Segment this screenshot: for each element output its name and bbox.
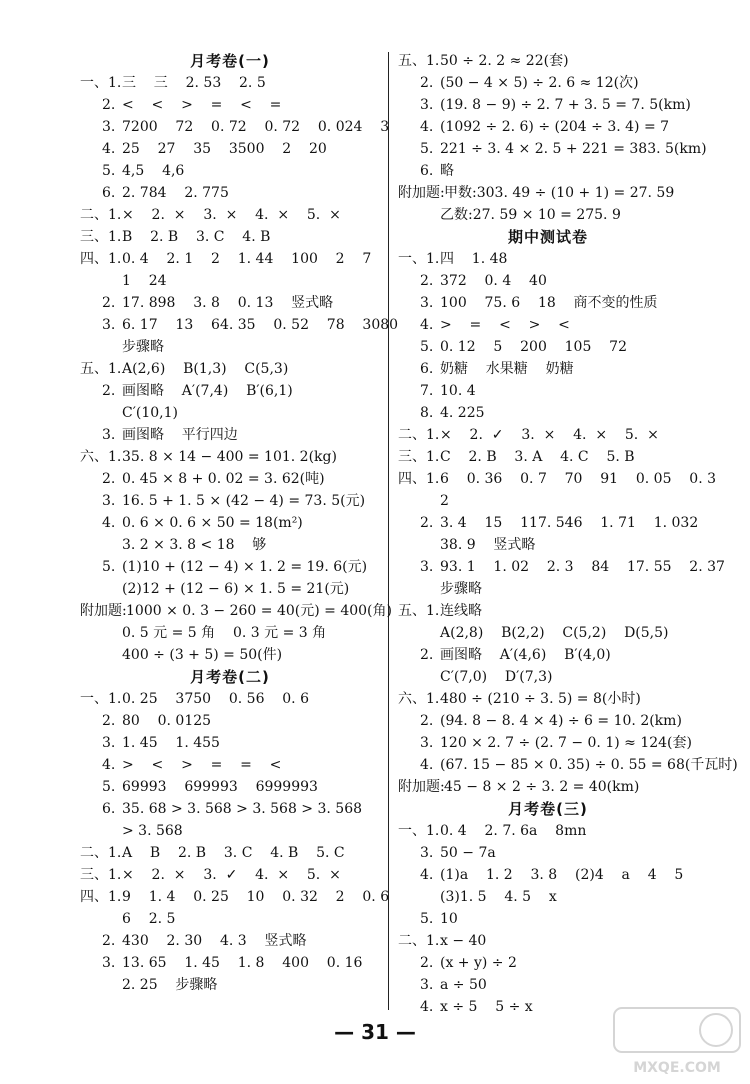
question-number: 六、1. (398, 691, 440, 707)
question-number: 3. (420, 295, 434, 311)
answer-row (398, 930, 698, 952)
answer-text: 3. 2 × 3. 8 < 18 够 (122, 537, 267, 553)
question-number: 2. (420, 955, 434, 971)
answer-text: 奶糖 水果糖 奶糖 (440, 361, 574, 377)
answer-row (398, 314, 698, 336)
answer-row (398, 842, 698, 864)
answer-row (398, 556, 725, 578)
answer-text: 0. 25 3750 0. 56 0. 6 (122, 691, 309, 707)
answer-row (80, 336, 380, 358)
answer-row (80, 512, 380, 534)
answer-text: 7200 72 0. 72 0. 72 0. 024 3 (122, 119, 390, 135)
answer-text: 4. 225 (440, 405, 485, 421)
answer-row (398, 512, 698, 534)
answer-text: (94. 8 − 8. 4 × 4) ÷ 6 = 10. 2(km) (440, 713, 682, 729)
answer-row (80, 248, 380, 270)
question-number: 五、1. (80, 361, 122, 377)
answer-row (398, 952, 698, 974)
left-column (80, 50, 399, 996)
answer-row (80, 226, 380, 248)
page-number: — 31 — (334, 1020, 416, 1044)
answer-text: × 2. × 3. × 4. × 5. × (122, 207, 341, 223)
answer-row (80, 490, 380, 512)
answer-text: 10 (440, 911, 458, 927)
answer-text: 画图略 A′(7,4) B′(6,1) (122, 383, 293, 399)
answer-text: 35. 8 × 14 − 400 = 101. 2(kg) (122, 449, 337, 465)
answer-row (398, 534, 698, 556)
answer-text: 6 0. 36 0. 7 70 91 0. 05 0. 3 (440, 471, 717, 487)
answer-text: x ÷ 5 5 ÷ x (440, 999, 533, 1015)
answer-text: 38. 9 竖式略 (440, 537, 536, 553)
answer-row (80, 402, 380, 424)
answer-text: 480 ÷ (210 ÷ 3. 5) = 8(小时) (440, 691, 641, 707)
answer-text: 画图略 A′(4,6) B′(4,0) (440, 647, 611, 663)
question-number: 2. (420, 515, 434, 531)
question-number: 三、1. (398, 449, 440, 465)
answer-text: (3)1. 5 4. 5 x (440, 889, 557, 905)
answer-row (80, 534, 380, 556)
answer-row (80, 622, 380, 644)
question-number: 一、1. (398, 251, 440, 267)
answer-row (80, 578, 380, 600)
answer-row (398, 754, 738, 776)
answer-row (398, 182, 698, 204)
answer-row (398, 974, 698, 996)
answer-text: × 2. ✓ 3. × 4. × 5. × (440, 427, 659, 443)
question-number: 4. (420, 999, 434, 1015)
question-number: 4. (420, 317, 434, 333)
answer-row (398, 776, 698, 798)
answer-row (398, 820, 698, 842)
section-title: 月考卷(一) (190, 52, 270, 70)
question-number: 2. (102, 471, 116, 487)
question-number: 4. (102, 757, 116, 773)
answer-row (398, 358, 698, 380)
answer-row (398, 248, 698, 270)
question-number: 四、1. (398, 471, 440, 487)
question-number: 2. (420, 647, 434, 663)
answer-text: x − 40 (440, 933, 487, 949)
answer-text: 略 (440, 163, 454, 179)
answer-text: 17. 898 3. 8 0. 13 竖式略 (122, 295, 334, 311)
question-number: 4. (420, 119, 434, 135)
question-number: 三、1. (80, 867, 122, 883)
answer-text: 13. 65 1. 45 1. 8 400 0. 16 (122, 955, 363, 971)
answer-row (398, 688, 698, 710)
question-number: 5. (420, 141, 434, 157)
question-number: 四、1. (80, 889, 122, 905)
answer-text: 4,5 4,6 (122, 163, 185, 179)
answer-row (398, 864, 698, 886)
answer-row (80, 204, 380, 226)
right-column (398, 50, 738, 1018)
question-number: 3. (420, 845, 434, 861)
answer-text: C 2. B 3. A 4. C 5. B (440, 449, 635, 465)
answer-text: 120 × 2. 7 ÷ (2. 7 − 0. 1) ≈ 124(套) (440, 735, 692, 751)
question-number: 3. (102, 317, 116, 333)
answer-text: (67. 15 − 85 × 0. 35) ÷ 0. 55 = 68(千瓦时) (440, 757, 738, 773)
answer-row (80, 358, 380, 380)
answer-row (398, 490, 698, 512)
answer-row (398, 446, 698, 468)
answer-row (398, 468, 717, 490)
answer-row (80, 182, 380, 204)
answer-text: 100 75. 6 18 商不变的性质 (440, 295, 658, 311)
question-number: 二、1. (398, 933, 440, 949)
answer-row (398, 270, 698, 292)
answer-text: 372 0. 4 40 (440, 273, 547, 289)
answer-row (398, 732, 698, 754)
question-number: 3. (420, 559, 434, 575)
answer-row (398, 402, 698, 424)
answer-row (80, 380, 380, 402)
answer-row (80, 732, 380, 754)
answer-row (80, 930, 380, 952)
answer-row (398, 72, 698, 94)
question-number: 3. (420, 97, 434, 113)
answer-text: 50 − 7a (440, 845, 496, 861)
answer-text: 80 0. 0125 (122, 713, 212, 729)
question-number: 3. (102, 493, 116, 509)
question-number: 3. (102, 427, 116, 443)
answer-row (398, 50, 698, 72)
answer-text: 2 (440, 493, 449, 509)
question-number: 3. (420, 977, 434, 993)
question-number: 4. (420, 867, 434, 883)
answer-text: B 2. B 3. C 4. B (122, 229, 271, 245)
answer-row (398, 292, 698, 314)
answer-row (398, 94, 698, 116)
answer-row (80, 270, 380, 292)
section-title: 月考卷(二) (190, 668, 270, 686)
answer-text: (50 − 4 × 5) ÷ 2. 6 ≈ 12(次) (440, 75, 639, 91)
answer-row (80, 710, 380, 732)
answer-text: < < > = < = (122, 97, 282, 113)
question-number: 六、1. (80, 449, 122, 465)
answer-row (80, 688, 380, 710)
answer-text: C′(10,1) (122, 405, 178, 421)
answer-text: 0. 5 元 = 5 角 0. 3 元 = 3 角 (122, 625, 327, 641)
question-number: 7. (420, 383, 434, 399)
answer-row (398, 622, 698, 644)
answer-text: 9 1. 4 0. 25 10 0. 32 2 0. 6 (122, 889, 390, 905)
answer-row (398, 138, 707, 160)
answer-text: 35. 68 > 3. 568 > 3. 568 > 3. 568 (122, 801, 363, 817)
section-title: 期中测试卷 (507, 228, 588, 246)
answer-row (398, 886, 698, 908)
answer-row (80, 72, 380, 94)
question-number: 5. (420, 911, 434, 927)
question-number: 6. (420, 361, 434, 377)
answer-row (80, 798, 380, 820)
answer-row (398, 666, 698, 688)
answer-text: 步骤略 (122, 339, 164, 355)
answer-text: 画图略 平行四边 (122, 427, 238, 443)
question-number: 附加题: (398, 185, 445, 201)
question-number: 2. (420, 75, 434, 91)
question-number: 2. (102, 383, 116, 399)
watermark-text: MXQE.COM (633, 1060, 721, 1076)
question-number: 一、1. (80, 75, 122, 91)
answer-text: 10. 4 (440, 383, 476, 399)
question-number: 4. (102, 141, 116, 157)
answer-row (80, 424, 380, 446)
answer-row (80, 952, 380, 974)
section-title: 月考卷(三) (508, 800, 588, 818)
answer-text: 93. 1 1. 02 2. 3 84 17. 55 2. 37 (440, 559, 725, 575)
answer-row (80, 842, 380, 864)
question-number: 2. (102, 713, 116, 729)
answer-text: (2)12 + (12 − 6) × 1. 5 = 21(元) (122, 581, 350, 597)
answer-text: 0. 45 × 8 + 0. 02 = 3. 62(吨) (122, 471, 325, 487)
answer-row (80, 468, 380, 490)
answer-text: 四 1. 48 (440, 251, 508, 267)
answer-text: 25 27 35 3500 2 20 (122, 141, 327, 157)
answer-row (80, 644, 380, 666)
question-number: 4. (420, 757, 434, 773)
question-number: 二、1. (80, 207, 122, 223)
answer-text: 0. 4 2. 1 2 1. 44 100 2 7 (122, 251, 372, 267)
answer-text: a ÷ 50 (440, 977, 487, 993)
answer-text: C′(7,0) D′(7,3) (440, 669, 553, 685)
answer-text: 3. 4 15 117. 546 1. 71 1. 032 (440, 515, 699, 531)
question-number: 3. (102, 955, 116, 971)
answer-row (80, 864, 380, 886)
answer-text: 221 ÷ 3. 4 × 2. 5 + 221 = 383. 5(km) (440, 141, 707, 157)
question-number: 4. (102, 515, 116, 531)
answer-text: A(2,6) B(1,3) C(5,3) (122, 361, 289, 377)
question-number: 5. (420, 339, 434, 355)
answer-text: A B 2. B 3. C 4. B 5. C (122, 845, 345, 861)
answer-row (80, 94, 380, 116)
answer-text: (1)10 + (12 − 4) × 1. 2 = 19. 6(元) (122, 559, 368, 575)
question-number: 3. (420, 735, 434, 751)
answer-text: × 2. × 3. ✓ 4. × 5. × (122, 867, 341, 883)
answer-text: 2. 784 2. 775 (122, 185, 229, 201)
answer-text: 0. 6 × 0. 6 × 50 = 18(m²) (122, 515, 303, 531)
answer-text: 0. 12 5 200 105 72 (440, 339, 627, 355)
answer-row (80, 908, 380, 930)
answer-text: > = < > < (440, 317, 570, 333)
answer-row (80, 116, 390, 138)
answer-row (398, 424, 698, 446)
question-number: 三、1. (80, 229, 122, 245)
question-number: 3. (102, 735, 116, 751)
answer-text: 1 24 (122, 273, 167, 289)
question-number: 6. (420, 163, 434, 179)
answer-text: 0. 4 2. 7. 6a 8mn (440, 823, 587, 839)
answer-row (80, 292, 380, 314)
question-number: 8. (420, 405, 434, 421)
question-number: 6. (102, 801, 116, 817)
answer-text: > < > = = < (122, 757, 282, 773)
answer-row (398, 160, 698, 182)
answer-text: 甲数:303. 49 ÷ (10 + 1) = 27. 59 (444, 185, 675, 201)
column-divider (388, 52, 389, 1010)
answer-text: 6. 17 13 64. 35 0. 52 78 3080 (122, 317, 399, 333)
answer-text: > 3. 568 (122, 823, 183, 839)
answer-text: 乙数:27. 59 × 10 = 275. 9 (440, 207, 621, 223)
question-number: 附加题: (398, 779, 445, 795)
answer-row (398, 644, 698, 666)
answer-text: 2. 25 步骤略 (122, 977, 218, 993)
question-number: 二、1. (398, 427, 440, 443)
question-number: 2. (420, 713, 434, 729)
answer-text: (1)a 1. 2 3. 8 (2)4 a 4 5 (440, 867, 684, 883)
question-number: 3. (102, 119, 116, 135)
answer-text: (19. 8 − 9) ÷ 2. 7 + 3. 5 = 7. 5(km) (440, 97, 691, 113)
question-number: 2. (102, 933, 116, 949)
answer-row (398, 578, 698, 600)
answer-text: 50 ÷ 2. 2 ≈ 22(套) (440, 53, 569, 69)
question-number: 附加题: (80, 603, 127, 619)
question-number: 五、1. (398, 603, 440, 619)
answer-text: 16. 5 + 1. 5 × (42 − 4) = 73. 5(元) (122, 493, 366, 509)
question-number: 二、1. (80, 845, 122, 861)
question-number: 5. (102, 559, 116, 575)
answer-row (80, 556, 380, 578)
question-number: 2. (102, 295, 116, 311)
answer-text: 步骤略 (440, 581, 482, 597)
answer-text: (1092 ÷ 2. 6) ÷ (204 ÷ 3. 4) = 7 (440, 119, 670, 135)
watermark-logo-icon (612, 1006, 742, 1078)
answer-row (398, 380, 698, 402)
answer-row (80, 776, 380, 798)
answer-row (398, 204, 698, 226)
question-number: 5. (102, 779, 116, 795)
answer-row (398, 908, 698, 930)
answer-text: 连线略 (440, 603, 482, 619)
question-number: 2. (420, 273, 434, 289)
question-number: 2. (102, 97, 116, 113)
answer-text: A(2,8) B(2,2) C(5,2) D(5,5) (440, 625, 669, 641)
answer-row (398, 336, 698, 358)
answer-text: 6 2. 5 (122, 911, 176, 927)
answer-text: 69993 699993 6999993 (122, 779, 318, 795)
answer-text: 1. 45 1. 455 (122, 735, 220, 751)
answer-text: (x + y) ÷ 2 (440, 955, 517, 971)
answer-text: 三 三 2. 53 2. 5 (122, 75, 266, 91)
answer-row (80, 138, 380, 160)
answer-row (80, 314, 399, 336)
answer-row (80, 160, 380, 182)
question-number: 6. (102, 185, 116, 201)
answer-row (80, 600, 392, 622)
answer-row (398, 600, 698, 622)
answer-text: 1000 × 0. 3 − 260 = 40(元) = 400(角) (126, 603, 392, 619)
question-number: 5. (102, 163, 116, 179)
question-number: 一、1. (80, 691, 122, 707)
answer-row (80, 754, 380, 776)
answer-row (398, 710, 698, 732)
question-number: 四、1. (80, 251, 122, 267)
answer-text: 430 2. 30 4. 3 竖式略 (122, 933, 307, 949)
answer-row (80, 886, 390, 908)
question-number: 五、1. (398, 53, 440, 69)
answer-text: 45 − 8 × 2 ÷ 3. 2 = 40(km) (444, 779, 640, 795)
question-number: 一、1. (398, 823, 440, 839)
answer-row (398, 116, 698, 138)
answer-text: 400 ÷ (3 + 5) = 50(件) (122, 647, 283, 663)
answer-row (80, 446, 380, 468)
answer-row (80, 974, 380, 996)
answer-row (80, 820, 380, 842)
